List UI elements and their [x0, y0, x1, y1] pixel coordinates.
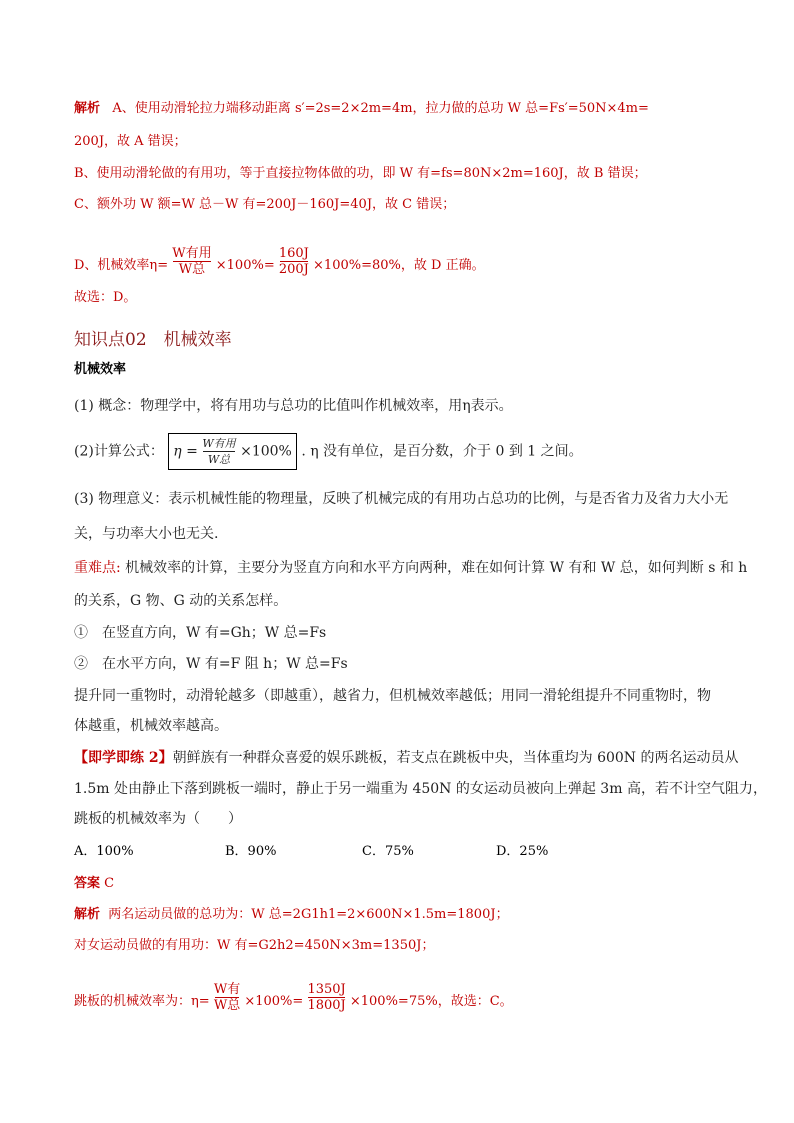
key-point-text-a: 机械效率的计算，主要分为竖直方向和水平方向两种，难在如何计算 W 有和 W 总，如何判断 s 和 h	[120, 560, 748, 576]
formula-fraction	[202, 436, 235, 467]
conclusion-line-1: 提升同一重物时，动滑轮越多（即越重），越省力，但机械效率越低；用同一滑轮组提升不同重物时，物	[74, 688, 711, 704]
formula-label: (2)计算公式：	[74, 443, 164, 460]
conclusion-line-2: 体越重，机械效率越高。	[74, 718, 228, 734]
answer-solution-prefix: 跳板的机械效率为：η=	[74, 994, 210, 1009]
concept-line-2	[74, 433, 583, 470]
item-vertical: ① 在竖直方向，W 有=Gh；W 总=Fs	[74, 625, 327, 641]
solution-line-c: C、额外功 W 额=W 总－W 有=200J－160J=40J，故 C 错误；	[74, 197, 456, 212]
formula-note: . η 没有单位，是百分数，介于 0 到 1 之间。	[301, 443, 583, 460]
answer-solution-post: ×100%=75%，故选：C。	[349, 994, 513, 1009]
answer-solution-line-1	[74, 907, 509, 923]
exercise-line-2: 1.5m 处由静止下落到跳板一端时，静止于另一端重为 450N 的女运动员被向上弹起 3m 高，若不计空气阻力，	[74, 781, 767, 797]
solution-text-a: A、使用动滑轮拉力端移动距离 s′=2s=2×2m=4m，拉力做的总功 W 总=Fs′=50N×4m=	[112, 101, 649, 116]
solution-label: 解析	[74, 101, 101, 116]
concept-line-3b: 关，与功率大小也无关.	[74, 526, 219, 542]
fraction-denominator: 200J	[278, 262, 309, 277]
exercise-label: 【即学即练 2】	[74, 750, 173, 766]
fraction-numerator: 160J	[278, 246, 309, 261]
section-subtitle: 机械效率	[74, 362, 127, 377]
option-c: C．75%	[362, 844, 414, 859]
solution-d-prefix: D、机械效率η=	[74, 258, 169, 273]
formula-percent: ×100%	[240, 443, 292, 460]
fraction-numerator: W有	[213, 982, 241, 997]
key-point-label: 重难点:	[74, 560, 121, 576]
solution-line-a2: 200J，故 A 错误；	[74, 134, 187, 149]
answer-line	[74, 876, 114, 892]
exercise-line-3: 跳板的机械效率为（ ）	[74, 811, 242, 827]
fraction-value-ratio	[307, 982, 345, 1013]
solution-line-b: B、使用动滑轮做的有用功，等于直接拉物体做的功，即 W 有=fs=80N×2m=160J，故 B 错误；	[74, 166, 647, 181]
fraction-numerator: 1350J	[307, 982, 346, 997]
option-a: A．100%	[74, 844, 134, 859]
fraction-value-ratio	[279, 246, 309, 277]
solution-choose: 故选：D。	[74, 290, 137, 305]
solution-d-post: ×100%=80%，故 D 正确。	[313, 258, 485, 273]
answer-solution-mid: ×100%=	[244, 994, 304, 1009]
answer-label: 答案	[74, 876, 101, 891]
key-point-line-a	[74, 560, 747, 576]
option-b: B．90%	[225, 844, 277, 859]
answer-solution-line-3	[74, 964, 513, 1017]
fraction-w-ratio	[214, 982, 240, 1013]
solution-line-d	[74, 228, 485, 281]
fraction-numerator: W有用	[202, 437, 236, 450]
answer-solution-label: 解析	[74, 907, 101, 922]
concept-line-1: (1) 概念：物理学中，将有用功与总功的比值叫作机械效率，用η表示。	[74, 398, 513, 414]
solution-d-mid: ×100%=	[215, 258, 275, 273]
fraction-denominator: W总	[178, 262, 206, 277]
solution-line-a	[74, 101, 649, 117]
exercise-text-1: 朝鲜族有一种群众喜爱的娱乐跳板，若支点在跳板中央，当体重均为 600N 的两名运动员从	[172, 750, 739, 766]
formula-box	[168, 433, 297, 470]
answer-solution-line-2: 对女运动员做的有用功：W 有=G2h2=450N×3m=1350J；	[74, 938, 435, 953]
formula-eta: η =	[173, 443, 198, 460]
key-point-line-b: 的关系，G 物、G 动的关系怎样。	[74, 593, 288, 609]
option-d: D．25%	[496, 844, 549, 859]
concept-line-3a: (3) 物理意义：表示机械性能的物理量，反映了机械完成的有用功占总功的比例，与是否省力及省力大小无	[74, 491, 729, 507]
fraction-denominator: W总	[213, 998, 241, 1013]
answer-solution-text-1: 两名运动员做的总功为：W 总=2G1h1=2×600N×1.5m=1800J；	[108, 907, 509, 922]
fraction-denominator: W总	[207, 453, 231, 466]
fraction-numerator: W有用	[172, 246, 212, 261]
item-horizontal: ② 在水平方向，W 有=F 阻 h；W 总=Fs	[74, 656, 348, 672]
fraction-denominator: 1800J	[307, 998, 346, 1013]
fraction-w-ratio	[172, 246, 211, 277]
answer-value: C	[104, 876, 115, 891]
section-title: 知识点02 机械效率	[74, 330, 232, 350]
exercise-line-1	[74, 750, 739, 766]
